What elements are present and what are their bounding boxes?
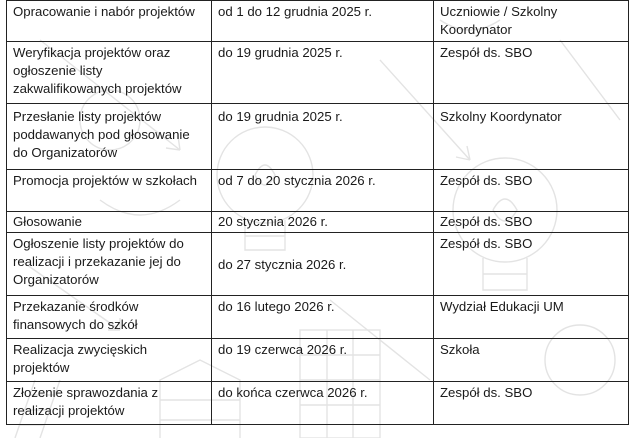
stage-cell: Opracowanie i nabór projektów: [7, 1, 212, 42]
table-row: [7, 212, 629, 233]
stage-cell: Głosowanie: [7, 212, 212, 233]
stage-cell: Złożenie sprawozdania z realizacji projektów: [7, 382, 212, 425]
responsible-cell: Zespół ds. SBO: [434, 42, 629, 104]
table-row: [7, 1, 629, 42]
table-row: [7, 42, 629, 104]
date-cell: do 19 grudnia 2025 r.: [212, 104, 434, 170]
date-cell: do 27 stycznia 2026 r.: [212, 233, 434, 296]
responsible-cell: Zespół ds. SBO: [434, 233, 629, 296]
stage-cell: Weryfikacja projektów oraz ogłoszenie listy zakwalifikowanych projektów: [7, 42, 212, 104]
stage-cell: Ogłoszenie listy projektów do realizacji i przekazanie jej do Organizatorów: [7, 233, 212, 296]
date-cell: 20 stycznia 2026 r.: [212, 212, 434, 233]
responsible-cell: Zespół ds. SBO: [434, 212, 629, 233]
table-row: [7, 104, 629, 170]
stage-cell: Realizacja zwycięskich projektów: [7, 339, 212, 382]
stage-cell: Promocja projektów w szkołach: [7, 170, 212, 212]
date-cell: do końca czerwca 2026 r.: [212, 382, 434, 425]
stage-cell: Przesłanie listy projektów poddawanych pod głosowanie do Organizatorów: [7, 104, 212, 170]
table-row: [7, 296, 629, 339]
table-row: [7, 233, 629, 296]
schedule-table: [6, 0, 629, 425]
date-cell: od 1 do 12 grudnia 2025 r.: [212, 1, 434, 42]
stage-cell: Przekazanie środków finansowych do szkół: [7, 296, 212, 339]
responsible-cell: Szkoła: [434, 339, 629, 382]
table-row: [7, 170, 629, 212]
responsible-cell: Zespół ds. SBO: [434, 382, 629, 425]
date-cell: do 19 czerwca 2026 r.: [212, 339, 434, 382]
date-cell: do 19 grudnia 2025 r.: [212, 42, 434, 104]
table-row: [7, 382, 629, 425]
responsible-cell: Uczniowie / Szkolny Koordynator: [434, 1, 629, 42]
responsible-cell: Wydział Edukacji UM: [434, 296, 629, 339]
table-row: [7, 339, 629, 382]
date-cell: od 7 do 20 stycznia 2026 r.: [212, 170, 434, 212]
responsible-cell: Zespół ds. SBO: [434, 170, 629, 212]
responsible-cell: Szkolny Koordynator: [434, 104, 629, 170]
date-cell: do 16 lutego 2026 r.: [212, 296, 434, 339]
